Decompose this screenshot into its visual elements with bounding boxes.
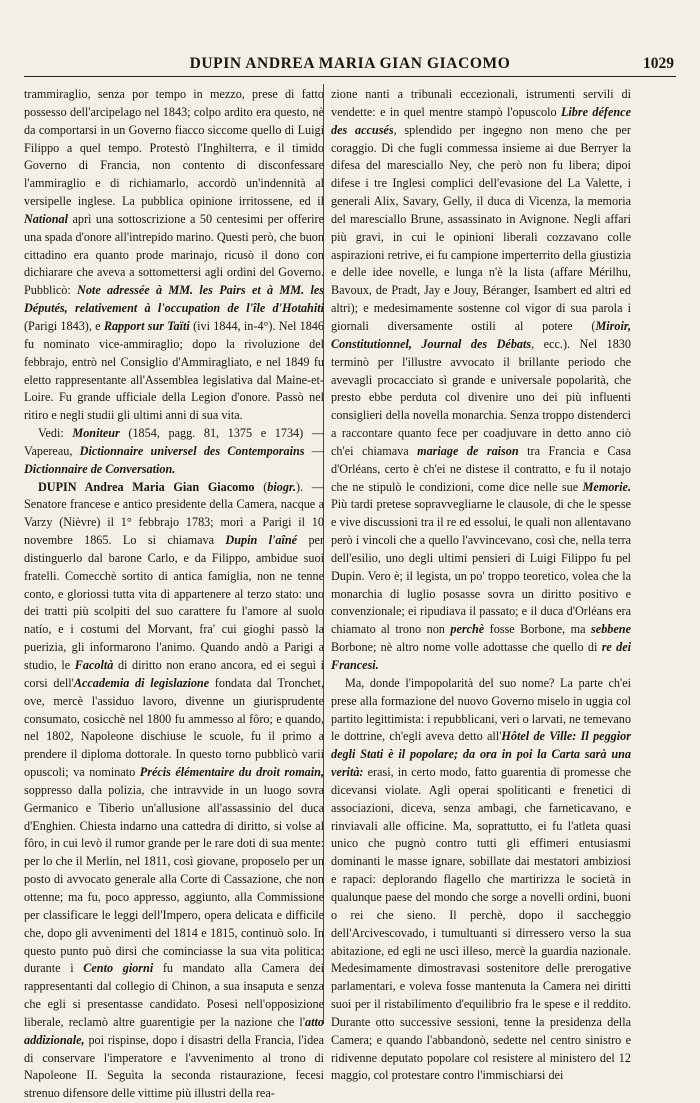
emphasis-text: Miroir, Constitutionnel, Journal des Débats (331, 318, 631, 351)
emphasis-text: Cento giorni (83, 961, 154, 976)
emphasis-text: Moniteur (72, 426, 120, 441)
emphasis-text: mariage de raison (417, 443, 519, 458)
paragraph-unpopularity (331, 675, 631, 1085)
emphasis-text: Dupin l'aîné (225, 533, 298, 548)
paragraph-tahiti-affair (24, 86, 324, 425)
running-header (24, 52, 676, 77)
body-text: trammiraglio, senza por tempo in mezzo, prese di fatto possesso dell'arcipelago nel 1843; colpo ardito era questo, nè da comportarsi in un Governo fiacco siccome quello di Luigi Filippo a quel tempo. Protestò l'Inghilterra, e il timido Governo di Francia, non contento di disconfessare l'ammiraglio e di richiamarlo, accordò un'indennità al versipelle inglese. La pubblica opinione irritossene, ed il (24, 87, 324, 209)
body-text: Più tardi pretese sopravvegliarne le clausole, di che le spesse e vive discussioni tra il re ed essolui, le quali non allentavano però i vincoli che a quello l'avvincevano, così che, nella terra dell'esilio, uno degli ultimi pensieri di Luigi Filippo fu pel Dupin. Vero è; il legista, un po' troppo teoretico, volea che la monarchia di luglio posasse sovra un diritto positivo e convenzionale; ei ripudiava il passato; e il duca d'Orléans era chiamato al trono non (331, 497, 631, 637)
body-text: (1854, pagg. 81, 1375 e 1734) — Vapereau, (24, 426, 325, 458)
emphasis-text: Facoltà (74, 658, 114, 672)
body-text: Ma, donde l'impopolarità del suo nome? La parte ch'ei prese alla formazione del nuovo Governo miselo in uggia col partito legittimista: i repubblicani, veri o larvati, ne temevano le dottrine, ch'egli aveva detto all' (331, 675, 631, 744)
body-text: , ecc.). Nel 1830 terminò per l'illustre avvocato il brillante periodo che avevagli procacciato sì grande e universale popolarità, che presto ebbe perduta col divenire uno dei più influenti consiglieri della novella monarchia. Senza troppo distenderci a raccontare quanto fece per coadjuvare in detto anno ciò ch'ei chiamava (331, 336, 631, 458)
emphasis-text: Hôtel de Ville: Il peggior degli Stati è il popolare; da ora in poi la Carta sarà una verità: (331, 729, 631, 780)
emphasis-text: Précis élémentaire du droit romain, (139, 765, 324, 780)
body-text: Vedi: (38, 426, 73, 441)
emphasis-text: sebbene (591, 622, 631, 637)
emphasis-text: Accademia di legislazione (73, 675, 210, 690)
page-number: 1029 (643, 55, 674, 72)
body-text: zione nanti a tribunali eccezionali, istrumenti servili di vendette: e in quel mentre stampò l'opuscolo (331, 87, 631, 119)
body-text: per distinguerlo dal barone Carlo, e da Filippo, ambidue suoi fratelli. Comecchè sortito di antica famiglia, non ne tenne conto, e gloriossi tutta vita di appartenere al terzo stato: uno dei tratti più scolpiti del suo carattere fu l'amore al suolo natío, e i costumi del Morvant, fra' cui gioghi passò la puerizia, gli informarono l'animo. Quando andò a Parigi a studio, le (24, 533, 325, 672)
emphasis-text: Libre défence des accusés (331, 104, 631, 137)
paragraph-dupin-biography (24, 479, 324, 1103)
body-text: di diritto non erano ancora, ed ei seguì i corsi dell' (24, 658, 324, 690)
body-text: (Parigi 1843), e (24, 318, 104, 333)
body-text: , splendido per ingegno non meno che per coraggio. Di che fugli commessa insieme ai due Berryer la difesa del maresciallo Ney, che però non fu libera; dipoi difese i tre Inglesi complici dell'evasione del La Valette, i generali Alix, Savary, Gelly, il duca di Vicenza, la memoria del maresciallo Brune, assassinato in Avignone. Negli affari più gravi, in cui le opinioni liberali cozzavano colle aspirazioni retrive, ei fu campione imperterrito della giustizia e delle idee novelle, e lunga n'è la lista (affare Mérilhu, Bavoux, de Pradt, Jay e Jouy, Béranger, Isambert ed altri ed altri); e medesimamente sostenne col vigor di sua parola i giornali diversamente ostili al potere ( (331, 122, 631, 333)
body-text: erasi, in certo modo, fatto guarentia di promesse che dicevansi violate. Agli operai spoliticanti e frenetici di associazioni, diceva, senza ambagi, che farneticavano, e rinviavali alle officine. Ma, soprattutto, ei fu l'atleta quasi unico che pugnò contro tutti gli effimeri entusiasmi dominanti le masse ignare, sobillate dai mestatori ambiziosi e rapaci: deplorando flagello che martirizza le società in qualunque paese del mondo che sorge a novelli ordini, buoni o rei che sieno. Il perchè, dopo il saccheggio dell'Arcivescovado, i tumultuanti si dirressero verso la sua abitazione, ed egli ne uscì illeso, mercè la guardia nazionale. Medesimamente dimostravasi sostenitore delle prerogative parlamentari, e voleva fosse mantenuta la Camera nei diritti suoi per il ristabilimento d'equilibrio fra le spese e il reddito. Durante otto successive sessioni, tenne la presidenza della Camera; e quando l'abbandonò, sedette nel centro sinistro e ridivenne deputato popolare col resistere al ministero del 12 maggio, col protestare contro l'immischiarsi dei (331, 765, 631, 1083)
body-text: soppresso dalla polizia, che intravvide in un luogo sovra Germanico e Tiberio un'allusione all'assassinio del duca d'Enghien. Chiesta indarno una cattedra di diritto, si volse al fôro, in cui levò il rumor grande per le rare doti di sua mente: per lo che il Merlin, nel 1811, così giovane, proposelo per un posto di avvocato generale alla Corte di Cassazione, che non ottenne; ma fu, poco appresso, aggiunto, alla Commissione per classificare le leggi dell'Impero, opera delicata e difficile che, dopo gli avvenimenti del 1814 e 1815, continuò solo. In questo punto può dirsi che cominciasse la sua vita politica: durante i (24, 782, 324, 976)
body-text: ( (254, 479, 268, 494)
emphasis-text: re dei Francesi. (331, 640, 632, 672)
body-text: tra Francia e Casa d'Orléans, certo è ch'ei ne distese il contratto, e fu il notajo che ne stipulò le condizioni, come dice nelle sue (331, 443, 632, 494)
paragraph-defences (331, 86, 631, 675)
body-text: fondata dal Tronchet, ove, mercè l'assiduo lavoro, divenne un giurisprudente consumato, cosicchè nel 1800 fu ammesso al fôro; e quando, nel 1802, Napoleone dischiuse le scuole, fu il primo a prendere il diploma dottorale. In questo torno pubblicò varii opuscoli; va nominato (24, 675, 324, 780)
body-text: (ivi 1844, in-4°). Nel 1846 fu nominato vice-ammiraglio; dopo la rivoluzione del febbrajo, entrò nel Consiglio d'Ammiragliato, e nel 1849 fu eletto rappresentante all'Assemblea legislativa dal Maine-et-Loire. Fu grande ufficiale della Legion d'onore. Passò nel ritiro e negli studii gli ultimi anni di sua vita. (24, 318, 324, 423)
right-column (331, 86, 632, 1083)
emphasis-text: Dictionnaire universel des Contemporains (79, 443, 305, 458)
emphasis-text: Memorie. (582, 479, 631, 494)
emphasis-text: Dictionnaire de Conversation. (24, 461, 176, 476)
emphasis-text: biogr. (267, 479, 297, 494)
emphasis-text: atto addizionale, (24, 1014, 324, 1047)
body-text: — (304, 443, 324, 458)
emphasis-text: Note adressée à MM. les Pairs et à MM. les Députés, relativement à l'occupation de l'île d'Hotahiti (24, 283, 324, 316)
body-text: Borbone; nè altro nome volle adottasse che quello di (331, 640, 602, 655)
body-text: fu mandato alla Camera dei rappresentanti dal collegio di Chinon, a sua insaputa e senza che egli si presentasse candidato. Posesi nell'opposizione liberale, reclamò altre guarentigie per la nazione che l' (24, 961, 324, 1029)
paragraph-references (24, 425, 324, 479)
entry-heading: DUPIN Andrea Maria Gian Giacomo (38, 479, 255, 494)
body-text: fosse Borbone, ma (484, 622, 592, 637)
body-text: poi rispinse, dopo i disastri della Francia, l'idea di conservare l'imperatore e l'avvenimento al trono di Napoleone II. Seguìta la seconda ristaurazione, fecesi strenuo difensore delle vittime più illustri della rea- (24, 1032, 324, 1101)
left-column (24, 86, 325, 1101)
header-title: DUPIN ANDREA MARIA GIAN GIACOMO (189, 55, 511, 72)
emphasis-text: National (24, 211, 69, 226)
body-text: aprì una sottoscrizione a 50 centesimi per offerire una spada d'onore all'intrepido marino. Questi però, che buon cittadino era quanto prode marinajo, ricusò il dono con dichiarare che aveva a sottomettersi agli ordini del Governo. Pubblicò: (24, 211, 324, 298)
emphasis-text: perchè (450, 622, 485, 637)
emphasis-text: Rapport sur Taïti (103, 318, 190, 333)
body-text: ). — Senatore francese e antico presidente della Camera, nacque a Varzy (Nièvre) il 1° febbrajo 1783; morì a Parigi il 10 novembre 1865. Lo si chiamava (24, 479, 324, 548)
